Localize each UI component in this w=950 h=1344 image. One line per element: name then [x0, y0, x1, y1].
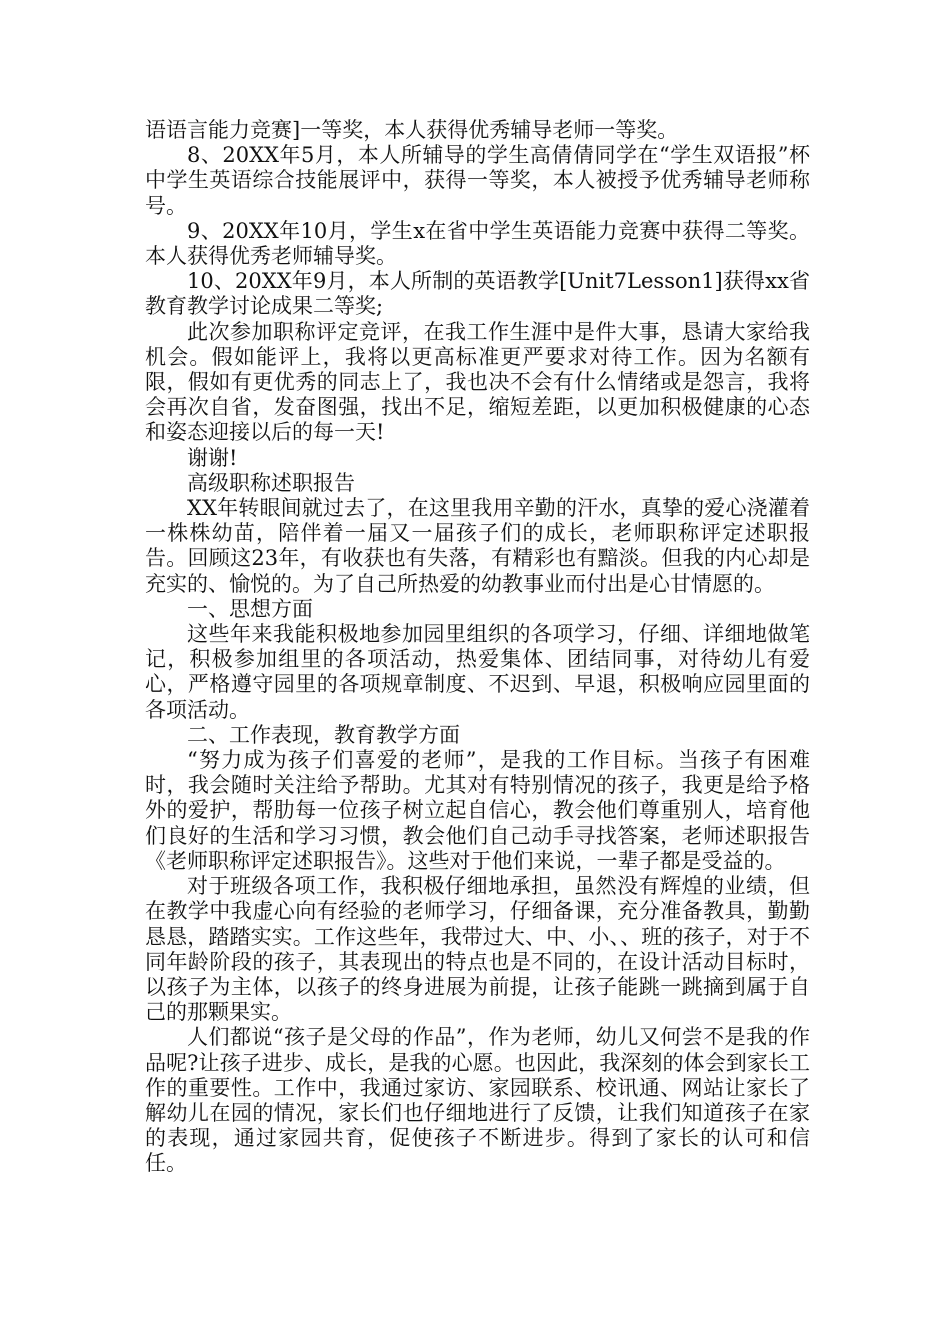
paragraph-intro: XX年转眼间就过去了，在这里我用辛勤的汗水，真挚的爱心浇灌着一株株幼苗，陪伴着一届又一届孩子们的成长，老师职称评定述职报告。回顾这23年，有收获也有失落，有精彩也有黯淡。但我的内心却是充实的、愉悦的。为了自己所热爱的幼教事业而付出是心甘情愿的。 — [145, 496, 810, 596]
heading-work: 二、工作表现，教育教学方面 — [187, 722, 460, 747]
paragraph-parents: 人们都说“孩子是父母的作品”，作为老师，幼儿又何尝不是我的作品呢?让孩子进步、成长，是我的心愿。也因此，我深刻的体会到家长工作的重要性。工作中，我通过家访、家园联系、校讯通、网站让家长了解幼儿在园的情况，家长们也仔细地进行了反馈，让我们知道孩子在家的表现，通过家园共育，促使孩子不断进步。得到了家长的认可和信任。 — [145, 1025, 810, 1176]
paragraph-award-9: 9、20XX年10月，学生x在省中学生英语能力竞赛中获得二等奖。本人获得优秀老师辅导奖。 — [145, 218, 810, 269]
paragraph-work-goal: “努力成为孩子们喜爱的老师”，是我的工作目标。当孩子有困难时，我会随时关注给予帮助。尤其对有特别情况的孩子，我更是给予格外的爱护，帮肋每一位孩子树立起自信心，教会他们尊重别人，培育他们良好的生活和学习习惯，教会他们自己动手寻找答案，老师述职报告《老师职称评定述职报告》。这些对于他们来说，一辈子都是受益的。 — [145, 748, 810, 873]
paragraph-thanks: 谢谢! — [187, 445, 238, 470]
paragraph-award-8: 8、20XX年5月，本人所辅导的学生高倩倩同学在“学生双语报”杯中学生英语综合技能展评中，获得一等奖，本人被授予优秀辅导老师称号。 — [145, 143, 810, 218]
document-body — [145, 118, 810, 1177]
paragraph-continuation: 语语言能力竞赛]一等奖，本人获得优秀辅导老师一等奖。 — [145, 118, 679, 142]
section-title: 高级职称述职报告 — [187, 470, 355, 495]
paragraph-thought: 这些年来我能积极地参加园里组织的各项学习，仔细、详细地做笔记，积极参加组里的各项活动，热爱集体、团结同事，对待幼儿有爱心，严格遵守园里的各项规章制度、不迟到、早退，积极响应园里面的各项活动。 — [145, 622, 810, 722]
paragraph-closing-statement: 此次参加职称评定竞评，在我工作生涯中是件大事，恳请大家给我机会。假如能评上，我将以更高标准更严要求对待工作。因为名额有限，假如有更优秀的同志上了，我也决不会有什么情绪或是怨言，我将会再次自省，发奋图强，找出不足，缩短差距，以更加积极健康的心态和姿态迎接以后的每一天! — [145, 319, 810, 445]
paragraph-class-work: 对于班级各项工作，我积极仔细地承担，虽然没有辉煌的业绩，但在教学中我虚心向有经验的老师学习，仔细备课，充分准备教具，勤勤恳恳，踏踏实实。工作这些年，我带过大、中、小、、班的孩子，对于不同年龄阶段的孩子，其表现出的特点也是不同的，在设计活动目标时，以孩子为主体，以孩子的终身进展为前提，让孩子能跳一跳摘到属于自己的那颗果实。 — [145, 874, 810, 1025]
paragraph-award-10: 10、20XX年9月，本人所制的英语教学[Unit7Lesson1]获得xx省教育教学讨论成果二等奖; — [145, 269, 810, 319]
heading-thought: 一、思想方面 — [187, 596, 313, 621]
